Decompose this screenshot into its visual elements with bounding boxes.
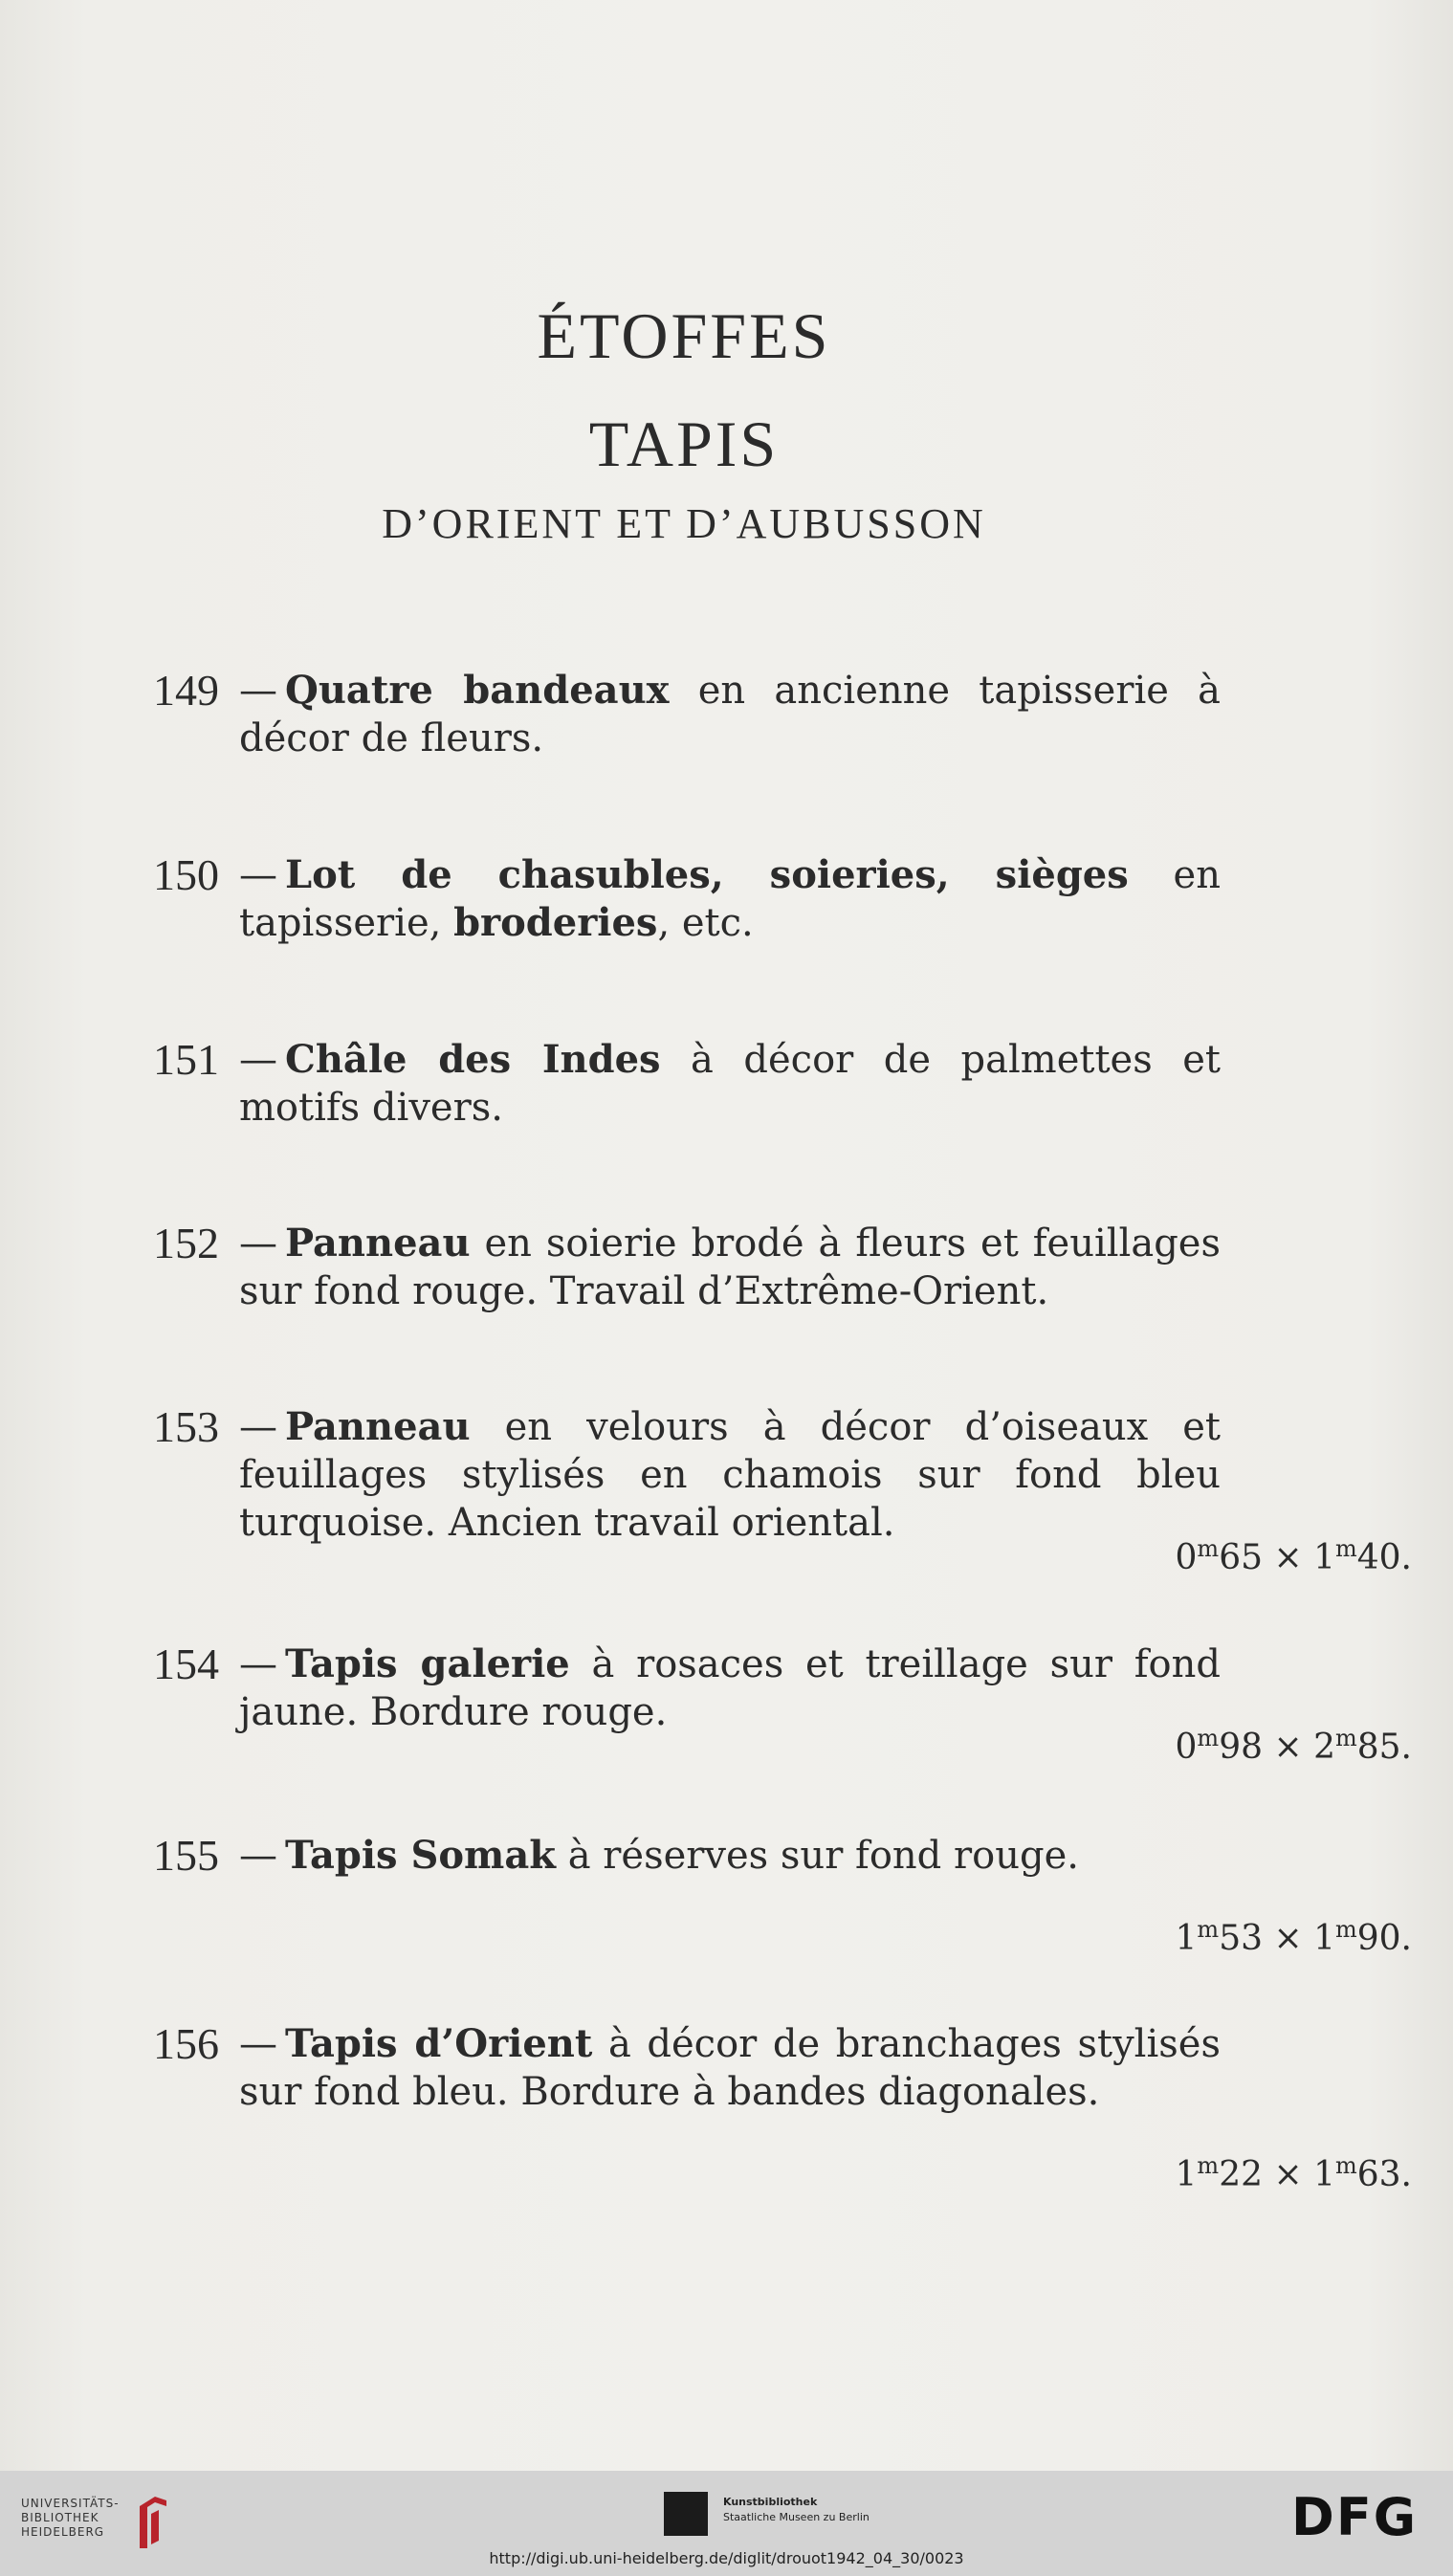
source-url[interactable]: http://digi.ub.uni-heidelberg.de/diglit/drouot1942_04_30/0023 <box>489 2549 964 2567</box>
dimensions: $1^m53 \times 1^m90$. <box>1175 1916 1412 1958</box>
kunstbibliothek-name: Kunstbibliothek Staatliche Museen zu Berlin <box>723 2496 870 2523</box>
entry-number: 152 <box>153 1219 219 1267</box>
entry-title: Panneau <box>285 1404 471 1449</box>
entry-title: Châle des Indes <box>285 1037 661 1082</box>
entry-title: Lot de chasubles, soieries, sièges <box>285 852 1129 897</box>
entry-text: — Tapis d’Orient à décor de branchages stylisés sur fond bleu. Bordure à bandes diagonales. <box>239 2021 1221 2114</box>
entry-text: — Panneau en soierie brodé à fleurs et feuillages sur fond rouge. Travail d’Extrême-Orient. <box>239 1221 1221 1313</box>
entry-number: 149 <box>153 666 219 715</box>
entry-text: — Quatre bandeaux en ancienne tapisserie à décor de fleurs. <box>239 668 1221 760</box>
entry-number: 155 <box>153 1831 219 1880</box>
entry-number: 150 <box>153 850 219 899</box>
catalog-entry-151 <box>153 1036 1221 1132</box>
entry-title: Tapis galerie <box>285 1641 570 1686</box>
entry-title: Quatre bandeaux <box>285 668 670 713</box>
dimensions: $0^m98 \times 2^m85$. <box>1175 1725 1412 1767</box>
university-library-name: UNIVERSITÄTS- BIBLIOTHEK HEIDELBERG <box>21 2497 120 2539</box>
dimensions: $1^m22 \times 1^m63$. <box>1175 2152 1412 2194</box>
catalog-entry-154 <box>153 1640 1221 1736</box>
entry-title: Tapis d’Orient <box>285 2021 593 2066</box>
entry-title: Tapis Somak <box>285 1833 556 1878</box>
entry-number: 156 <box>153 2019 219 2068</box>
entry-text: — Tapis galerie à rosaces et treillage sur fond jaune. Bordure rouge. <box>239 1641 1221 1734</box>
catalog-entry-150 <box>153 851 1221 947</box>
university-logo-icon <box>134 2493 172 2550</box>
entry-number: 153 <box>153 1402 219 1451</box>
entry-number: 151 <box>153 1035 219 1084</box>
catalog-entry-153 <box>153 1403 1221 1547</box>
section-title-etoffes: ÉTOFFES <box>537 299 831 372</box>
catalog-entry-155 <box>153 1832 1221 1880</box>
entry-text: — Châle des Indes à décor de palmettes et motifs divers. <box>239 1037 1221 1130</box>
catalog-entry-156 <box>153 2020 1221 2116</box>
kunstbibliothek-logo-icon <box>664 2492 708 2536</box>
entry-text: — Panneau en velours à décor d’oiseaux et feuillages stylisés en chamois sur fond bleu turquoise. Ancien travail oriental. <box>239 1404 1221 1545</box>
entry-text: — Tapis Somak à réserves sur fond rouge. <box>239 1833 1079 1878</box>
catalog-entry-152 <box>153 1220 1221 1315</box>
entry-text: — Lot de chasubles, soieries, sièges en tapisserie, broderies, etc. <box>239 852 1221 945</box>
section-subtitle: D’ORIENT ET D’AUBUSSON <box>382 500 986 547</box>
catalog-entry-149 <box>153 667 1221 762</box>
entry-number: 154 <box>153 1640 219 1688</box>
entry-title: Panneau <box>285 1221 471 1266</box>
dimensions: $0^m65 \times 1^m40$. <box>1175 1535 1412 1577</box>
dfg-logo: DFG <box>1291 2487 1419 2547</box>
section-title-tapis: TAPIS <box>588 407 780 480</box>
